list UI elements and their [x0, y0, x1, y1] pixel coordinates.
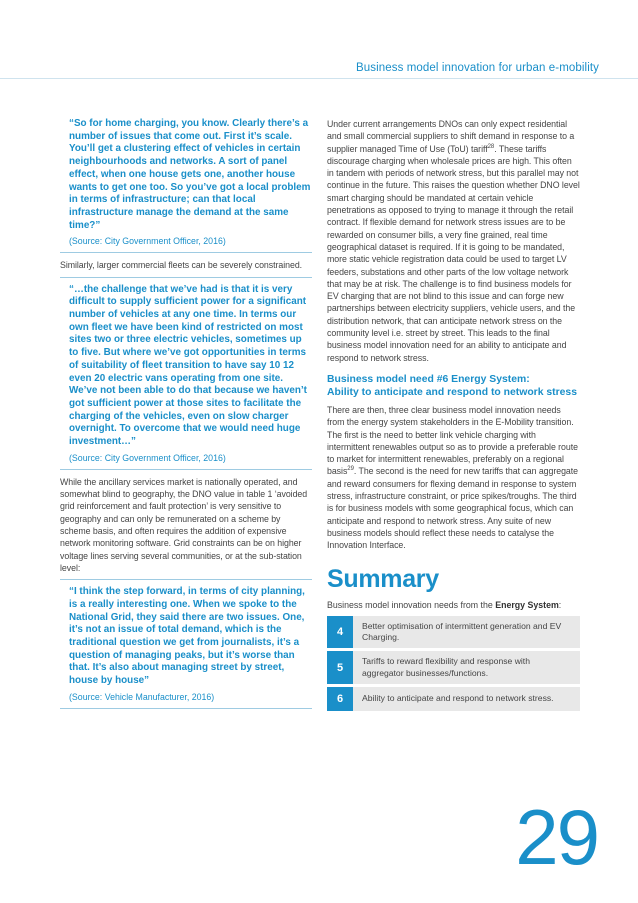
- summary-number: 5: [327, 651, 353, 684]
- body-paragraph: While the ancillary services market is nationally operated, and somewhat blind to geography, the DNO value in table 1 ‘avoided grid reinforcement and fault protection’ is very sensitive to geography and can only be remunerated on a scheme by scheme basis, and often requires the addition of expensive network monitoring software. Grid constraints can be on higher voltage lines serving several communities, or at the sub-station level:: [60, 476, 308, 573]
- header-rule: [0, 78, 638, 79]
- summary-text: Tariffs to reward flexibility and response with aggregator businesses/functions.: [362, 656, 530, 678]
- body-paragraph: There are then, three clear business model innovation needs from the energy system stakeholders in the E-Mobility transition. The first is the need to better link vehicle charging with intermittent renewables output so as to provide a preferable route to market for intermittent renewables, preferably on a regional basis$^{29}$. The second is the need for new tariffs that can aggregate and reward consumers for flexing demand in response to system stress, infrastructure constraint, or price spikes/troughs. The third is for business models with some geographical focus, which can anticipate and respond to network stress. Any suite of new business models should reflect these needs to catalyse the Innovation Interface.: [327, 404, 578, 551]
- summary-row: [327, 651, 580, 684]
- section-heading: Business model need #6 Energy System: Ability to anticipate and respond to network stress: [327, 373, 577, 398]
- body-paragraph: Under current arrangements DNOs can only expect residential and small commercial suppliers to shift demand in response to a supplier managed Time of Use (ToU) tariff$^{28}$. These tariffs discourage charging when wholesale prices are high. This often in tandem with periods of network stress, but this parallel may not continue in the future. This raises the question whether DNO level smart charging should be mandated at certain vehicle penetrations as opposed to trying to manage it through the retail contract. If flexible demand for network stress issues are to be rewarded on consumer bills, a very fine grained, real time geographical dataset is required. If it is going to be mandated, more static vehicle registration data could be used to target LV feeders, substations and other parts of the low voltage network that may be at risk. The challenge is to find business models for EV charging that are not blind to this issue and can forge new partnerships between electricity suppliers, vehicle users, and the distribution network, that can anticipate network stress on the community level i.e. street by street. This leads to the final business model innovation need for an ability to anticipate and respond to network stress.: [327, 119, 580, 363]
- divider: [60, 252, 312, 253]
- summary-text: Better optimisation of intermittent generation and EV Charging.: [362, 620, 562, 642]
- quote-source: (Source: City Government Officer, 2016): [69, 452, 226, 463]
- summary-row: [327, 687, 580, 711]
- divider: [60, 708, 312, 709]
- divider: [60, 579, 312, 580]
- quote-source: (Source: City Government Officer, 2016): [69, 236, 226, 247]
- summary-table: [327, 616, 580, 712]
- summary-number: 4: [327, 616, 353, 649]
- divider: [60, 277, 312, 278]
- summary-intro: Business model innovation needs from the Energy System:: [327, 599, 562, 610]
- quote-fleet-power: “…the challenge that we’ve had is that it is very difficult to supply sufficient power for a significant number of vehicles at any one time. In terms our own fleet we have been kind of restricted on most sites two or three electric vehicles, sometimes up to five. But where we’ve got opportunities in terms of suitability of fleet transition to have say 10 12 even 20 electric vans operating from one site. We’ve not been able to do that because we haven’t got sufficient power at those sites to facilitate the charging of the vehicles, even on slow charger overnight. To overcome that we would need huge investment…”: [69, 283, 307, 448]
- summary-title: Summary: [327, 564, 439, 593]
- summary-number: 6: [327, 687, 353, 711]
- quote-home-charging: “So for home charging, you know. Clearly there’s a number of issues that come out. First it’s scale. You’ll get a clustering effect of vehicles in certain neighbourhoods and networks. A sort of panel effect, when one house gets one, another house wants to get one too. So you’ve got a local problem in terms of infrastructure; can that local infrastructure manage the demand at the same time?”: [69, 118, 311, 231]
- running-header: Business model innovation for urban e-mobility: [355, 62, 599, 74]
- summary-row: [327, 616, 580, 649]
- summary-text: Ability to anticipate and respond to network stress.: [362, 693, 554, 704]
- divider: [60, 469, 312, 470]
- right-column: [327, 118, 580, 714]
- left-column: [60, 118, 312, 715]
- quote-city-planning: “I think the step forward, in terms of city planning, is a really interesting one. When we spoke to the National Grid, they said there are two issues. One, it’s not an issue of total demand, which is the traditional question we get from journalists, it’s a question of managing peaks, but it’s worse than that. It’s also about managing street by street, house by house”: [69, 586, 305, 687]
- quote-source: (Source: Vehicle Manufacturer, 2016): [69, 691, 215, 702]
- page-number: 29: [515, 793, 598, 881]
- body-paragraph: Similarly, larger commercial fleets can be severely constrained.: [60, 260, 303, 271]
